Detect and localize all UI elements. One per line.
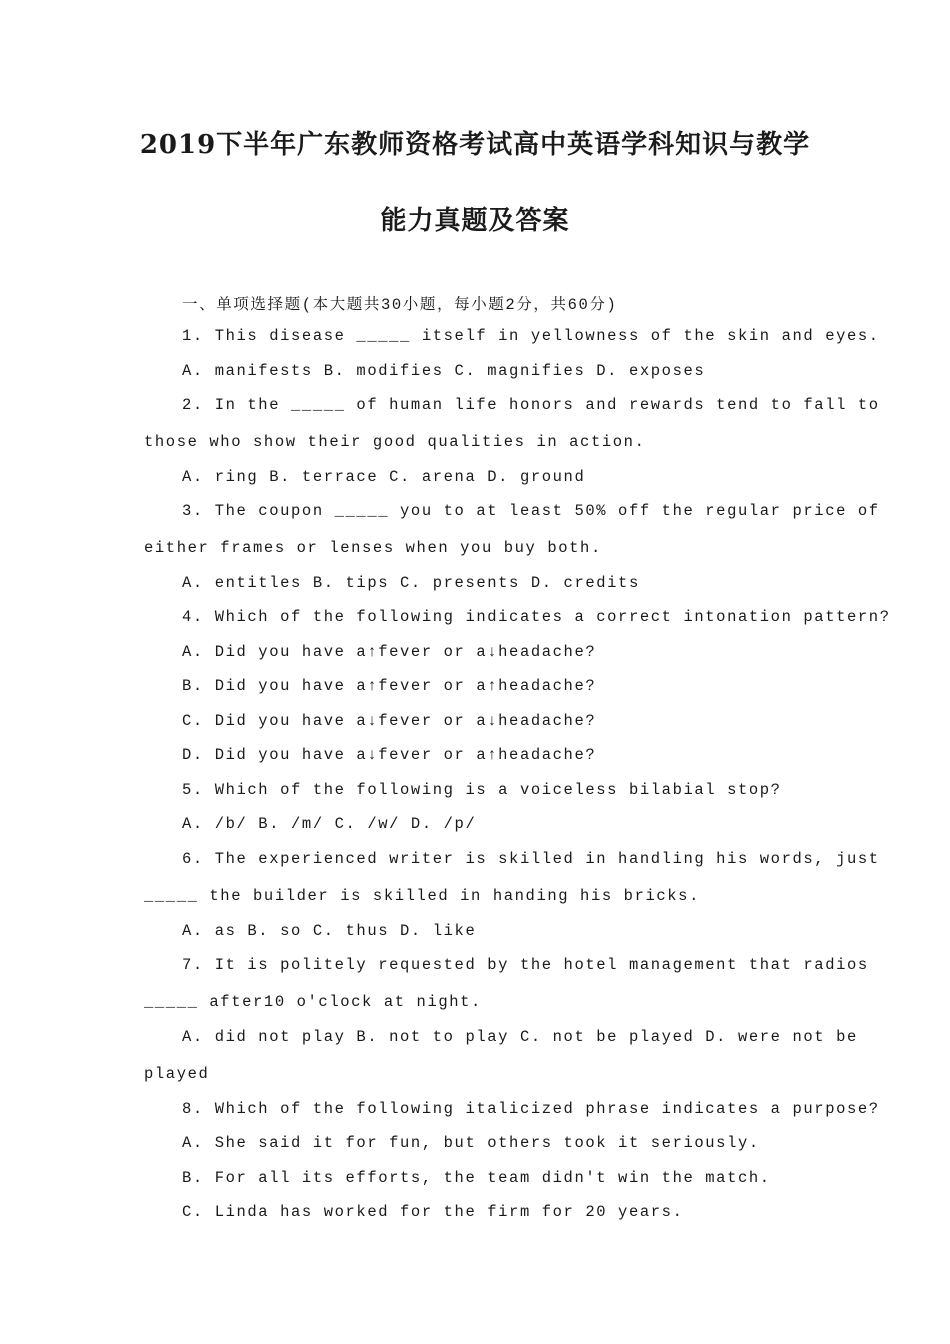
question-8-option-c: C. Linda has worked for the firm for 20 years. (182, 1203, 684, 1221)
question-3-options: A. entitles B. tips C. presents D. credits (182, 574, 640, 592)
section-header: 一、单项选择题(本大题共30小题，每小题2分，共60分) (182, 296, 618, 314)
question-8-option-a: A. She said it for fun, but others took it seriously. (182, 1134, 760, 1152)
question-5-options: A. /b/ B. /m/ C. /w/ D. /p/ (182, 815, 477, 833)
question-7: 7. It is politely requested by the hotel management that radios (182, 956, 869, 974)
question-6: 6. The experienced writer is skilled in handling his words, just (182, 850, 880, 868)
document-title-line-2: 能力真题及答案 (380, 206, 570, 236)
document-title-line-1: 2019下半年广东教师资格考试高中英语学科知识与教学 (139, 130, 811, 160)
question-4-option-d: D. Did you have a↓fever or a↑headache? (182, 746, 597, 764)
question-7-options: A. did not play B. not to play C. not be played D. were not be (182, 1028, 858, 1046)
question-4: 4. Which of the following indicates a correct intonation pattern? (182, 608, 891, 626)
question-8: 8. Which of the following italicized phrase indicates a purpose? (182, 1100, 880, 1118)
question-7-options-cont: played (144, 1065, 210, 1083)
question-4-option-a: A. Did you have a↑fever or a↓headache? (182, 643, 597, 661)
question-3-cont: either frames or lenses when you buy both. (144, 539, 602, 557)
question-7-cont: _____ after10 o'clock at night. (144, 993, 482, 1011)
question-4-option-b: B. Did you have a↑fever or a↑headache? (182, 677, 597, 695)
question-2: 2. In the _____ of human life honors and rewards tend to fall to (182, 396, 880, 414)
question-2-options: A. ring B. terrace C. arena D. ground (182, 468, 586, 486)
question-3: 3. The coupon _____ you to at least 50% off the regular price of (182, 502, 880, 520)
question-4-option-c: C. Did you have a↓fever or a↓headache? (182, 712, 597, 730)
question-6-cont: _____ the builder is skilled in handing his bricks. (144, 887, 700, 905)
question-5: 5. Which of the following is a voiceless bilabial stop? (182, 781, 782, 799)
question-2-cont: those who show their good qualities in action. (144, 433, 646, 451)
question-6-options: A. as B. so C. thus D. like (182, 922, 477, 940)
question-8-option-b: B. For all its efforts, the team didn't win the match. (182, 1169, 771, 1187)
question-1-options: A. manifests B. modifies C. magnifies D. exposes (182, 362, 706, 380)
question-1: 1. This disease _____ itself in yellowness of the skin and eyes. (182, 327, 880, 345)
